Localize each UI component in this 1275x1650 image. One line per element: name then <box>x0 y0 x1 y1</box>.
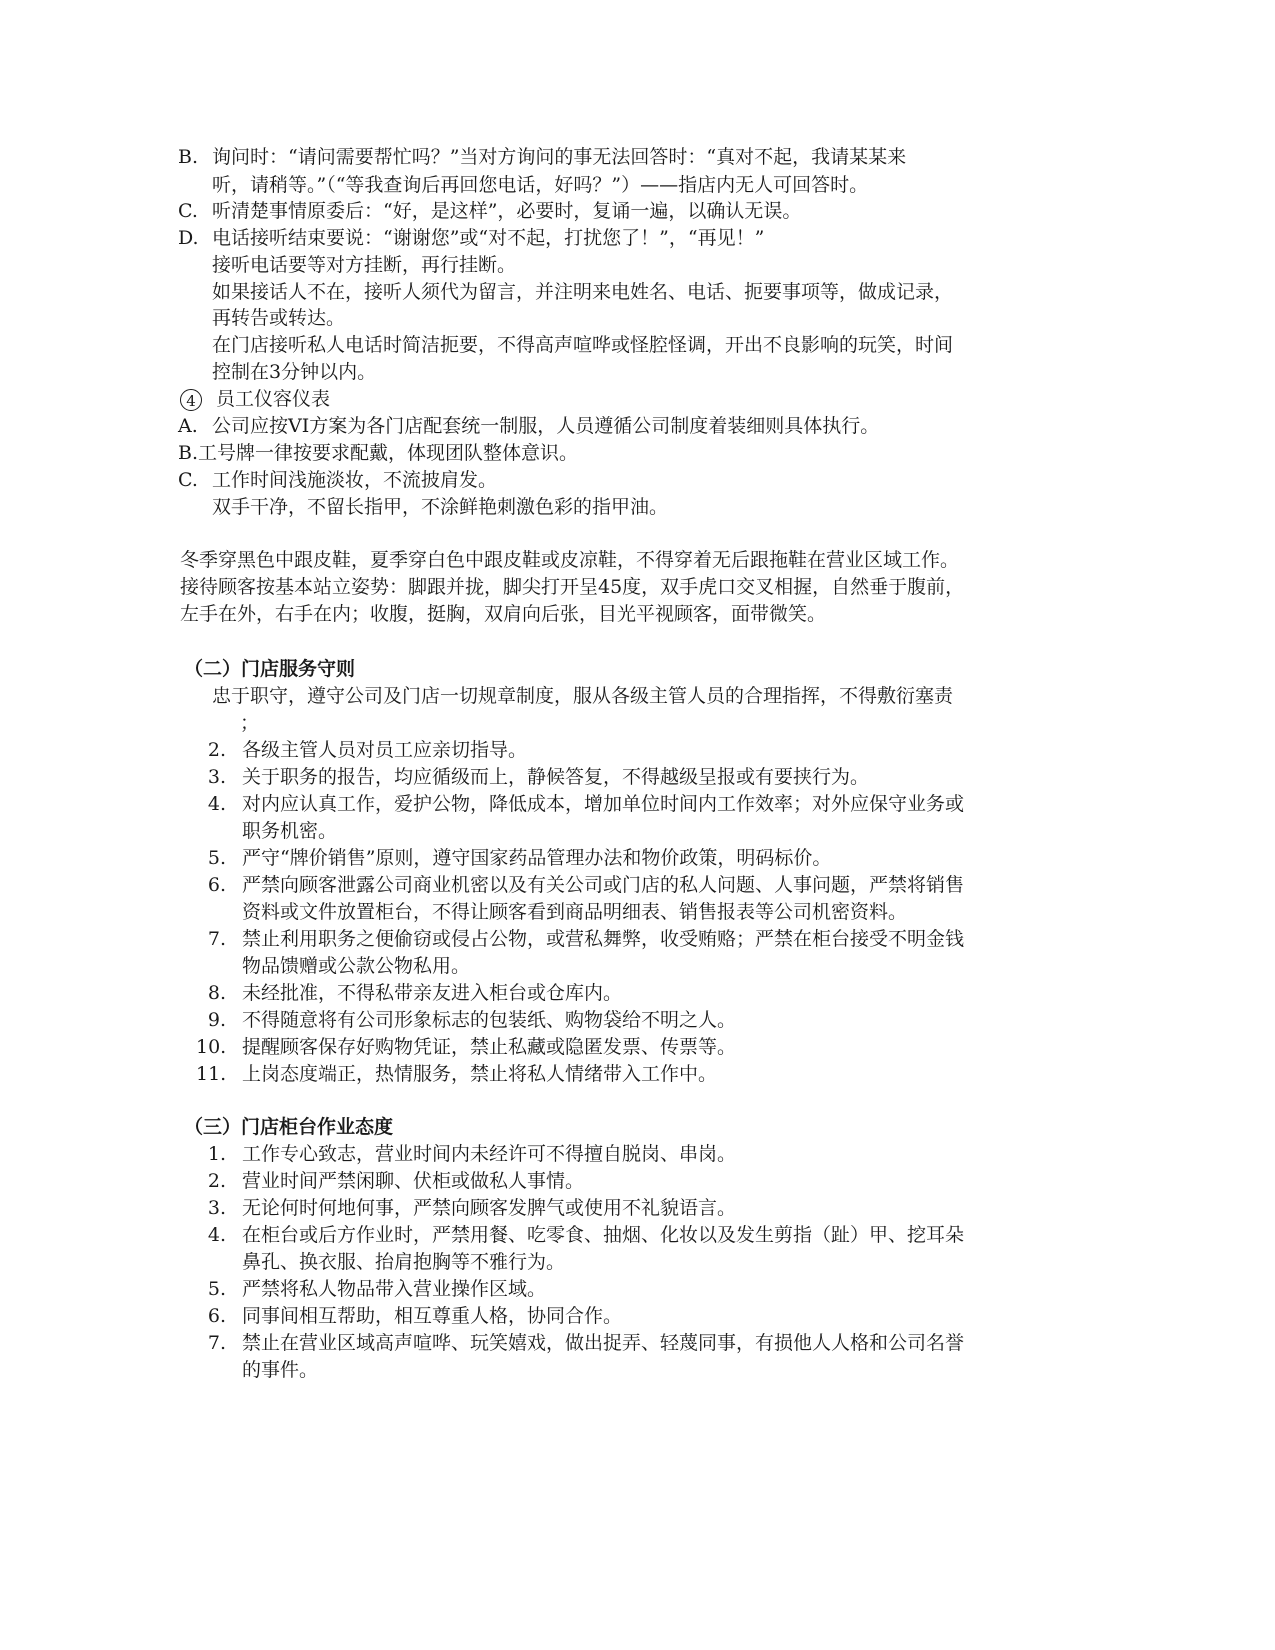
list-marker: 7. <box>207 928 226 950</box>
list-text: 听清楚事情原委后：“好，是这样”，必要时，复诵一遍，以确认无误。 <box>212 200 802 222</box>
subheading-title: 员工仪容仪表 <box>216 388 331 410</box>
list-text: 接听电话要等对方挂断，再行挂断。 <box>212 254 517 276</box>
list-text: 不得随意将有公司形象标志的包装纸、购物袋给不明之人。 <box>242 1009 737 1031</box>
list-text: 在柜台或后方作业时，严禁用餐、吃零食、抽烟、化妆以及发生剪指（趾）甲、挖耳朵 <box>242 1224 965 1246</box>
list-text: 询问时：“请问需要帮忙吗？”当对方询问的事无法回答时：“真对不起，我请某某来 <box>212 146 907 168</box>
list-marker: 5. <box>207 1278 226 1300</box>
list-text: 提醒顾客保存好购物凭证，禁止私藏或隐匿发票、传票等。 <box>242 1036 737 1058</box>
list-text: 各级主管人员对员工应亲切指导。 <box>242 739 528 761</box>
list-marker: 6. <box>207 1305 226 1327</box>
list-text: 电话接听结束要说：“谢谢您”或“对不起，打扰您了！”，“再见！” <box>212 227 765 249</box>
list-marker: A. <box>178 415 198 437</box>
list-text: 严禁将私人物品带入营业操作区域。 <box>242 1278 547 1300</box>
list-marker: 4. <box>207 793 226 815</box>
list-text: 双手干净，不留长指甲，不涂鲜艳刺激色彩的指甲油。 <box>212 496 669 518</box>
list-marker: C. <box>178 469 198 491</box>
list-text: 营业时间严禁闲聊、伏柜或做私人事情。 <box>242 1170 585 1192</box>
list-text: 如果接话人不在，接听人须代为留言，并注明来电姓名、电话、扼要事项等，做成记录， <box>212 281 954 303</box>
list-text: 资料或文件放置柜台，不得让顾客看到商品明细表、销售报表等公司机密资料。 <box>242 901 908 923</box>
list-text: 的事件。 <box>242 1359 319 1381</box>
list-text: 职务机密。 <box>242 820 338 842</box>
list-text: 上岗态度端正，热情服务，禁止将私人情绪带入工作中。 <box>242 1063 718 1085</box>
list-marker: B. <box>178 442 199 464</box>
list-text: 对内应认真工作，爱护公物，降低成本，增加单位时间内工作效率；对外应保守业务或 <box>242 793 965 815</box>
list-text: 严守“牌价销售”原则，遵守国家药品管理办法和物价政策，明码标价。 <box>242 847 832 869</box>
list-text: 未经批准，不得私带亲友进入柜台或仓库内。 <box>242 982 623 1004</box>
list-marker: 3. <box>207 1197 226 1219</box>
list-text: 再转告或转达。 <box>212 307 346 329</box>
list-marker: C. <box>178 200 198 222</box>
list-text: 公司应按VI方案为各门店配套统一制服，人员遵循公司制度着装细则具体执行。 <box>212 415 880 437</box>
list-text: 禁止利用职务之便偷窃或侵占公物，或营私舞弊，收受贿赂；严禁在柜台接受不明金钱 <box>242 928 965 950</box>
list-text: 在门店接听私人电话时简洁扼要，不得高声喧哗或怪腔怪调，开出不良影响的玩笑，时间 <box>212 334 954 356</box>
list-text: 关于职务的报告，均应循级而上，静候答复，不得越级呈报或有要挟行为。 <box>242 766 870 788</box>
list-marker: 9. <box>207 1009 226 1031</box>
list-text: 鼻孔、换衣服、抬肩抱胸等不雅行为。 <box>242 1251 566 1273</box>
list-text: 工作专心致志，营业时间内未经许可不得擅自脱岗、串岗。 <box>242 1143 737 1165</box>
list-text: 工号牌一律按要求配戴，体现团队整体意识。 <box>198 442 579 464</box>
list-marker: 8. <box>207 982 226 1004</box>
list-text: 严禁向顾客泄露公司商业机密以及有关公司或门店的私人问题、人事问题，严禁将销售 <box>242 874 965 896</box>
list-marker: 11. <box>196 1063 227 1085</box>
list-marker: 3. <box>207 766 226 788</box>
list-marker: 2. <box>207 739 226 761</box>
list-text: 无论何时何地何事，严禁向顾客发脾气或使用不礼貌语言。 <box>242 1197 737 1219</box>
document-page: B. 询问时：“请问需要帮忙吗？”当对方询问的事无法回答时：“真对不起，我请某某来 听，请稍等。”（“等我查询后再回您电话，好吗？”）——指店内无人可回答时。 C. 听清楚事情原委后：“好，是这样”，必要时，复诵一遍，以确认无误。 D. 电话接听结束要说：“谢谢您”或“对不起，打扰您了！”，“再见！” 接听电话要等对方挂断，再行挂断。 如果接话人不在，接听人须代为留言，并注明来电姓名、电话、扼要事项等，做成记录， 再转告或转达。 在门店接听私人电话时简洁扼要，不得高声喧哗或怪腔怪调，开出不良影响的玩笑，时间 控制在3分钟以内。 4 员工仪容仪表 A. 公司应按VI方案为各门店配套统一制服，人员遵循公司制度着装细则具体执行。 B. 工号牌一律按要求配戴，体现团队整体意识。 C. 工作时间浅施淡妆，不流披肩发。 双手干净，不留长指甲，不涂鲜艳刺激色彩的指甲油。 冬季穿黑色中跟皮鞋，夏季穿白色中跟皮鞋或皮凉鞋，不得穿着无后跟拖鞋在营业区域工作。 接待顾客按基本站立姿势：脚跟并拢，脚尖打开呈45度，双手虎口交叉相握，自然垂于腹前， 左手在外，右手在内；收腹，挺胸，双肩向后张，目光平视顾客，面带微笑。 （二）门店服务守则 忠于职守，遵守公司及门店一切规章制度，服从各级主管人员的合理指挥，不得敷衍塞责 ； 2. 各级主管人员对员工应亲切指导。 3. 关于职务的报告，均应循级而上，静候答复，不得越级呈报或有要挟行为。 4. 对内应认真工作，爱护公物，降低成本，增加单位时间内工作效率；对外应保守业务或 职务机密。 5. 严守“牌价销售”原则，遵守国家药品管理办法和物价政策，明码标价。 6. 严禁向顾客泄露公司商业机密以及有关公司或门店的私人问题、人事问题，严禁将销售 资料或文件放置柜台，不得让顾客看到商品明细表、销售报表等公司机密资料。 7. 禁止利用职务之便偷窃或侵占公物，或营私舞弊，收受贿赂；严禁在柜台接受不明金钱 物品馈赠或公款公物私用。 8. 未经批准，不得私带亲友进入柜台或仓库内。 9. 不得随意将有公司形象标志的包装纸、购物袋给不明之人。 10. 提醒顾客保存好购物凭证，禁止私藏或隐匿发票、传票等。 11. 上岗态度端正，热情服务，禁止将私人情绪带入工作中。 （三）门店柜台作业态度 1. 工作专心致志，营业时间内未经许可不得擅自脱岗、串岗。 2. 营业时间严禁闲聊、伏柜或做私人事情。 3. 无论何时何地何事，严禁向顾客发脾气或使用不礼貌语言。 4. 在柜台或后方作业时，严禁用餐、吃零食、抽烟、化妆以及发生剪指（趾）甲、挖耳朵 鼻孔、换衣服、抬肩抱胸等不雅行为。 5. 严禁将私人物品带入营业操作区域。 6. 同事间相互帮助，相互尊重人格，协同合作。 7. 禁止在营业区域高声喧哗、玩笑嬉戏，做出捉弄、轻蔑同事，有损他人人格和公司名誉 的事件。 <box>178 146 965 1381</box>
list-text: 同事间相互帮助，相互尊重人格，协同合作。 <box>242 1305 623 1327</box>
list-text: 禁止在营业区域高声喧哗、玩笑嬉戏，做出捉弄、轻蔑同事，有损他人人格和公司名誉 <box>242 1332 965 1354</box>
list-text: 工作时间浅施淡妆，不流披肩发。 <box>212 469 498 491</box>
list-marker: 6. <box>207 874 226 896</box>
list-marker: D. <box>178 227 199 249</box>
list-marker: B. <box>178 146 199 168</box>
list-marker: 7. <box>207 1332 226 1354</box>
list-marker: 1. <box>207 1143 226 1165</box>
list-text: 听，请稍等。”（“等我查询后再回您电话，好吗？”）——指店内无人可回答时。 <box>212 174 869 196</box>
list-marker: 10. <box>196 1036 227 1058</box>
list-marker: 2. <box>207 1170 226 1192</box>
circled-number: 4 <box>180 389 202 411</box>
list-marker: 4. <box>207 1224 226 1246</box>
list-text: 物品馈赠或公款公物私用。 <box>242 955 471 977</box>
list-text: 控制在3分钟以内。 <box>212 361 377 383</box>
list-marker: 5. <box>207 847 226 869</box>
